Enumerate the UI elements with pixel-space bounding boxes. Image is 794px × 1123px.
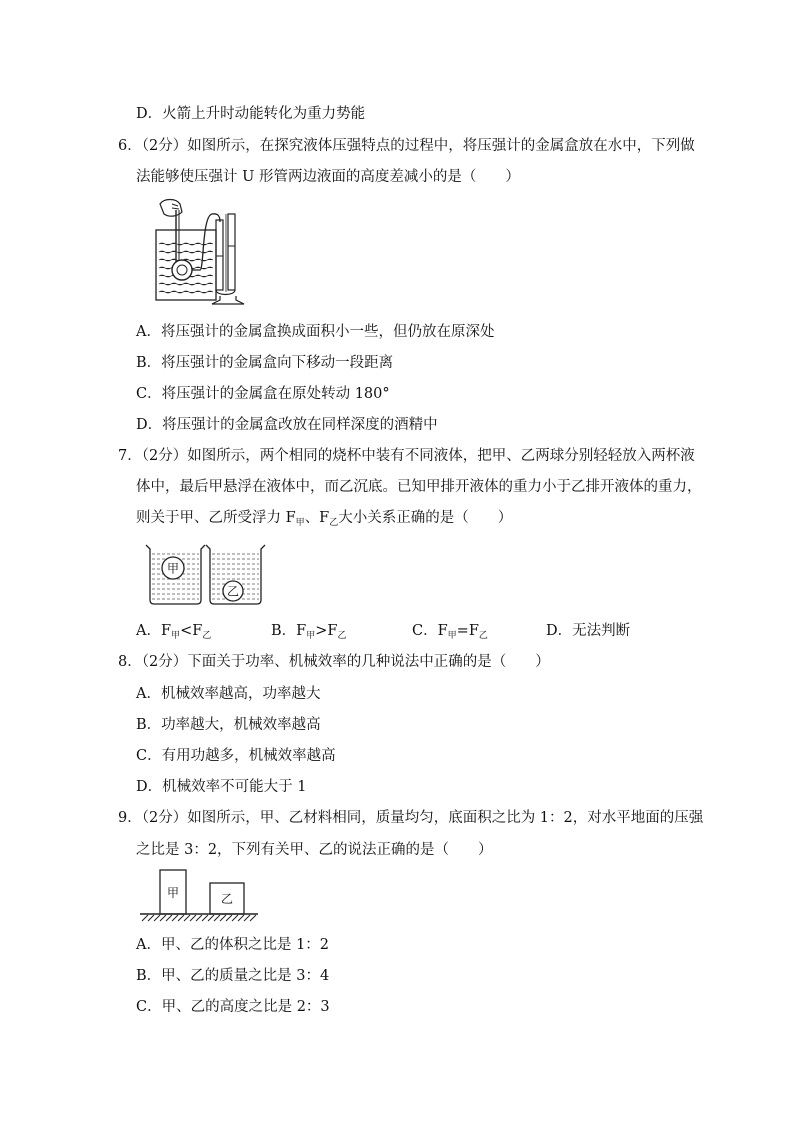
q6-option-b: B．将压强计的金属盒向下移动一段距离 (136, 355, 394, 371)
q8-option-d: D．机械效率不可能大于 1 (136, 779, 307, 795)
q8-option-b: B．功率越大，机械效率越高 (136, 717, 321, 733)
q9-option-c: C．甲、乙的高度之比是 2：3 (136, 999, 330, 1015)
q7-option-b: B．$F_甲>F_乙$ (271, 623, 347, 641)
q7-option-d: D．无法判断 (546, 623, 631, 639)
q8-option-c: C．有用功越多，机械效率越高 (136, 748, 336, 764)
beaker-yi (206, 545, 265, 604)
q6-option-a: A．将压强计的金属盒换成面积小一些，但仍放在原深处 (136, 324, 495, 340)
metal-box-shape (172, 260, 192, 280)
q7-stem-line2: 体中，最后甲悬浮在液体中，而乙沉底。已知甲排开液体的重力小于乙排开液体的重力， (136, 479, 702, 495)
q7-options-row (136, 621, 656, 641)
svg-text:甲: 甲 (166, 886, 180, 900)
q7-stem-line1: 7．（2分）如图所示，两个相同的烧杯中装有不同液体，把甲、乙两球分别轻轻放入两杯液 (118, 448, 695, 464)
u-tube-right-arm (228, 214, 235, 290)
q5-option-d: D．火箭上升时动能转化为重力势能 (136, 106, 366, 122)
q7-beakers-figure (143, 542, 269, 606)
svg-text:乙: 乙 (226, 584, 240, 599)
q6-stem-line1: 6．（2分）如图所示，在探究液体压强特点的过程中，将压强计的金属盒放在水中，下列做 (118, 138, 695, 154)
q6-pressure-gauge-figure (150, 196, 250, 306)
q8-stem: 8．（2分）下面关于功率、机械效率的几种说法中正确的是（ ） (118, 654, 550, 670)
q7-stem-line3: 则关于甲、乙所受浮力 $F_甲$、$F_乙$大小关系正确的是（ ） (136, 510, 513, 528)
q8-option-a: A．机械效率越高，功率越大 (136, 686, 321, 702)
q9-option-a: A．甲、乙的体积之比是 1：2 (136, 937, 330, 953)
q9-stem-line2: 之比是 3：2，下列有关甲、乙的说法正确的是（ ） (136, 842, 493, 858)
q9-stem-line1: 9．（2分）如图所示，甲、乙材料相同，质量均匀，底面积之比为 1：2，对水平地面的压强 (118, 810, 704, 826)
q6-option-c: C．将压强计的金属盒在原处转动 180° (136, 386, 390, 402)
ground-hatch (142, 915, 256, 921)
q9-blocks-figure (138, 866, 262, 924)
q7-option-a: A．$F_甲<F_乙$ (136, 623, 212, 641)
q6-stem-line2: 法能够使压强计 U 形管两边液面的高度差减小的是（ ） (136, 169, 520, 185)
u-tube-left-arm (216, 220, 223, 290)
q9-option-b: B．甲、乙的质量之比是 3：4 (136, 968, 330, 984)
svg-text:甲: 甲 (166, 561, 180, 576)
beaker-jia (146, 545, 205, 604)
q7-option-c: C．$F_甲=F_乙$ (412, 623, 488, 641)
q6-option-d: D．将压强计的金属盒改放在同样深度的酒精中 (136, 417, 438, 433)
svg-text:乙: 乙 (220, 892, 234, 906)
